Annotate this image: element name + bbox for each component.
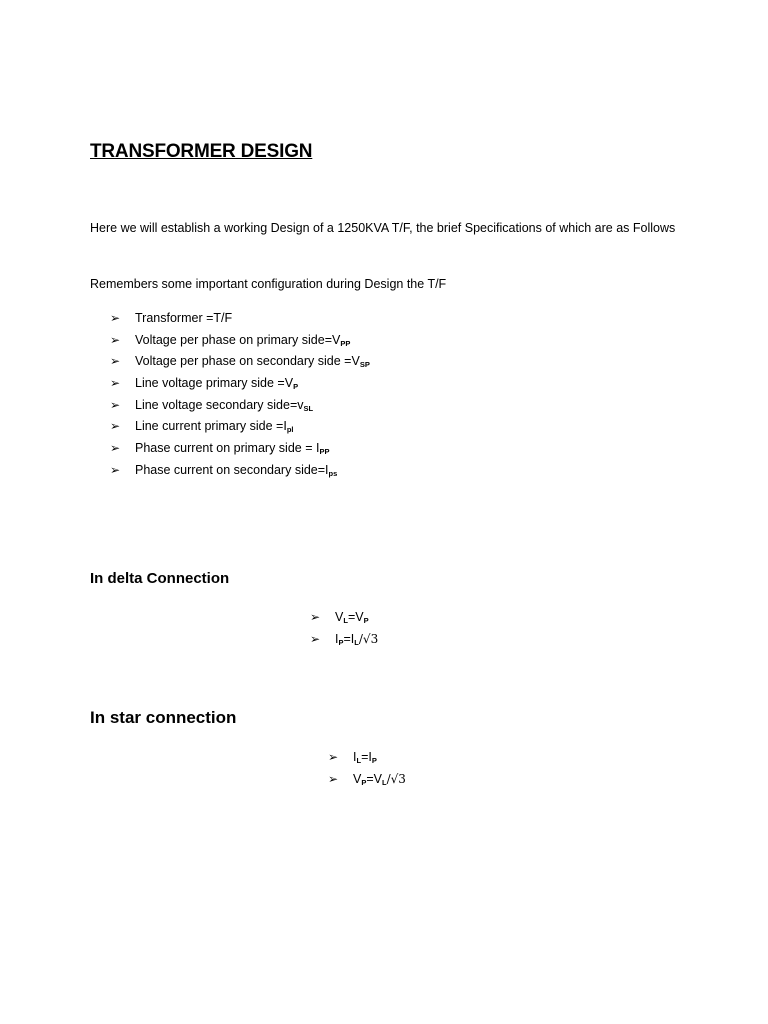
delta-equations: [310, 607, 379, 650]
arrow-bullet-icon: ➢: [110, 419, 121, 434]
list-item: ➢ $V_P=V_L/√3$: [353, 769, 406, 791]
list-item: ➢ Voltage per phase on primary $side=V_{PP}$: [135, 330, 370, 352]
list-item: ➢ Voltage per phase on secondary side $=V_{SP}$: [135, 351, 370, 373]
list-item: ➢ Phase current on secondary $side=I_{ps}$: [135, 460, 370, 482]
arrow-bullet-icon: ➢: [310, 631, 321, 646]
intro-paragraph: Here we will establish a working Design of a 1250KVA T/F, the brief Specifications of which are as Follows: [90, 221, 676, 235]
definitions-list: [110, 308, 370, 482]
list-item: ➢ Phase current on primary side = $I_{PP}$: [135, 438, 370, 460]
star-heading: In star connection: [90, 708, 237, 727]
list-item: ➢ $V_L=V_P$: [335, 607, 378, 629]
list-item: ➢ Line voltage primary side $=V_P$: [135, 373, 370, 395]
sqrt-three: /√3: [358, 631, 379, 646]
arrow-bullet-icon: ➢: [110, 397, 121, 412]
list-item: ➢ Line current primary side $=I_{pl}$: [135, 416, 370, 438]
delta-heading: In delta Connection: [90, 570, 230, 587]
star-equations: [328, 747, 406, 790]
arrow-bullet-icon: ➢: [328, 750, 339, 764]
arrow-bullet-icon: ➢: [110, 332, 121, 347]
list-item: ➢ Transformer =T/F: [135, 308, 370, 330]
list-item: ➢ Line voltage secondary $side=v_{SL}$: [135, 395, 370, 417]
arrow-bullet-icon: ➢: [110, 311, 121, 325]
arrow-bullet-icon: ➢: [110, 354, 121, 369]
page-title: TRANSFORMER DESIGN: [90, 141, 313, 162]
remember-paragraph: Remembers some important configuration during Design the T/F: [90, 277, 447, 291]
arrow-bullet-icon: ➢: [328, 771, 339, 786]
list-item: ➢ $I_P=I_L/√3$: [335, 629, 378, 651]
sqrt-three: /√3: [386, 771, 406, 786]
list-item: ➢ $I_L=I_P$: [353, 747, 406, 769]
arrow-bullet-icon: ➢: [110, 441, 121, 456]
arrow-bullet-icon: ➢: [310, 610, 321, 624]
arrow-bullet-icon: ➢: [110, 376, 121, 391]
arrow-bullet-icon: ➢: [110, 462, 121, 477]
